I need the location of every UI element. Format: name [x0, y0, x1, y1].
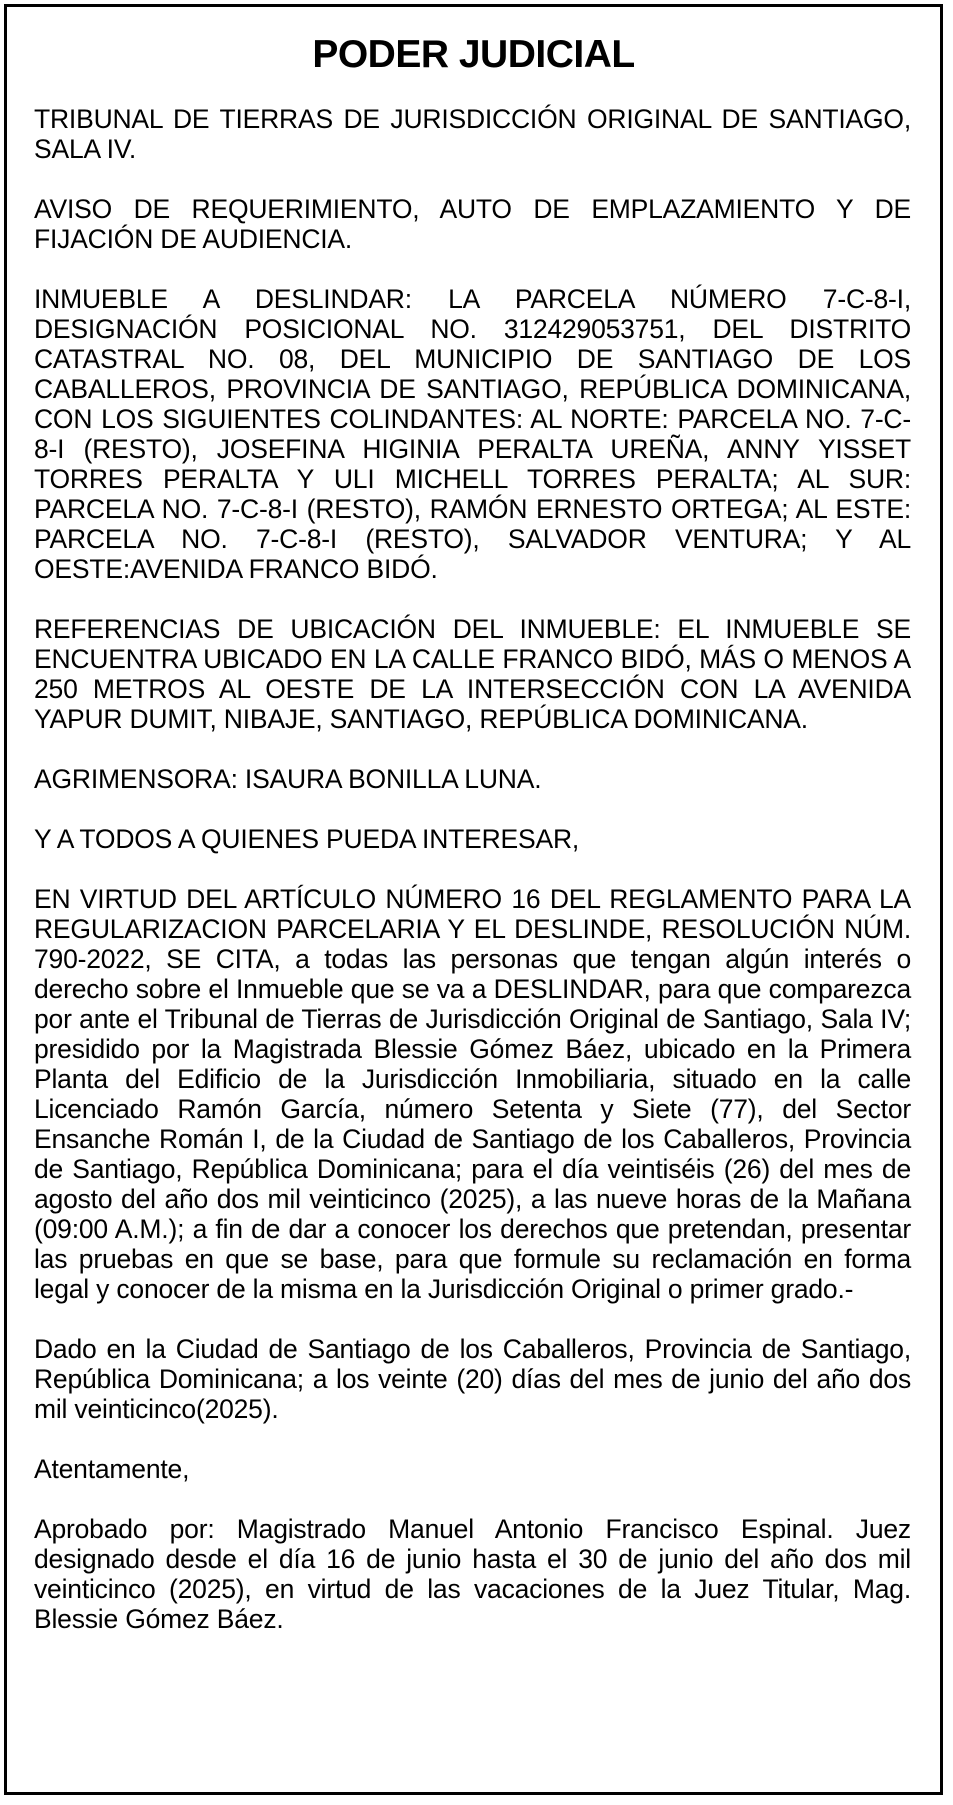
notice-type-paragraph: AVISO DE REQUERIMIENTO, AUTO DE EMPLAZAMIENTO Y DE FIJACIÓN DE AUDIENCIA. [34, 194, 911, 254]
location-reference-paragraph: REFERENCIAS DE UBICACIÓN DEL INMUEBLE: EL INMUEBLE SE ENCUENTRA UBICADO EN LA CALLE FRANCO BIDÓ, MÁS O MENOS A 250 METROS AL OESTE DE LA INTERSECCIÓN CON LA AVENIDA YAPUR DUMIT, NIBAJE, SANTIAGO, REPÚBLICA DOMINICANA. [34, 614, 911, 734]
addressee-paragraph: Y A TODOS A QUIENES PUEDA INTERESAR, [34, 824, 580, 854]
closing-paragraph: Atentamente, [34, 1454, 190, 1484]
legal-notice-frame [4, 4, 943, 1795]
property-description-paragraph: INMUEBLE A DESLINDAR: LA PARCELA NÚMERO 7-C-8-I, DESIGNACIÓN POSICIONAL NO. 312429053751, DEL DISTRITO CATASTRAL NO. 08, DEL MUNICIPIO DE SANTIAGO DE LOS CABALLEROS, PROVINCIA DE SANTIAGO, REPÚBLICA DOMINICANA, CON LOS SIGUIENTES COLINDANTES: AL NORTE: PARCELA NO. 7-C-8-I (RESTO), JOSEFINA HIGINIA PERALTA UREÑA, ANNY YISSET TORRES PERALTA Y ULI MICHELL TORRES PERALTA; AL SUR: PARCELA NO. 7-C-8-I (RESTO), RAMÓN ERNESTO ORTEGA; AL ESTE: PARCELA NO. 7-C-8-I (RESTO), SALVADOR VENTURA; Y AL OESTE:AVENIDA FRANCO BIDÓ. [34, 284, 911, 584]
summons-paragraph: EN VIRTUD DEL ARTÍCULO NÚMERO 16 DEL REGLAMENTO PARA LA REGULARIZACION PARCELARIA Y EL DESLINDE, RESOLUCIÓN NÚM. 790-2022, SE CITA, a todas las personas que tengan algún interés o derecho sobre el Inmueble que se va a DESLINDAR, para que comparezca por ante el Tribunal de Tierras de Jurisdicción Original de Santiago, Sala IV; presidido por la Magistrada Blessie Gómez Báez, ubicado en la Primera Planta del Edificio de la Jurisdicción Inmobiliaria, situado en la calle Licenciado Ramón García, número Setenta y Siete (77), del Sector Ensanche Román I, de la Ciudad de Santiago de los Caballeros, Provincia de Santiago, República Dominicana; para el día veintiséis (26) del mes de agosto del año dos mil veinticinco (2025), a las nueve horas de la Mañana (09:00 A.M.); a fin de dar a conocer los derechos que pretendan, presentar las pruebas en que se base, para que formule su reclamación en forma legal y conocer de la misma en la Jurisdicción Original o primer grado.- [34, 884, 911, 1304]
surveyor-paragraph: AGRIMENSORA: ISAURA BONILLA LUNA. [34, 764, 542, 794]
issued-date-paragraph: Dado en la Ciudad de Santiago de los Caballeros, Provincia de Santiago, República Dominicana; a los veinte (20) días del mes de junio del año dos mil veinticinco(2025). [34, 1334, 911, 1424]
approval-paragraph: Aprobado por: Magistrado Manuel Antonio Francisco Espinal. Juez designado desde el día 16 de junio hasta el 30 de junio del año dos mil veinticinco (2025), en virtud de las vacaciones de la Juez Titular, Mag. Blessie Gómez Báez. [34, 1514, 911, 1634]
page-title: PODER JUDICIAL [312, 33, 635, 76]
notice-body [34, 104, 911, 1634]
court-name-paragraph: TRIBUNAL DE TIERRAS DE JURISDICCIÓN ORIGINAL DE SANTIAGO, SALA IV. [34, 104, 911, 164]
